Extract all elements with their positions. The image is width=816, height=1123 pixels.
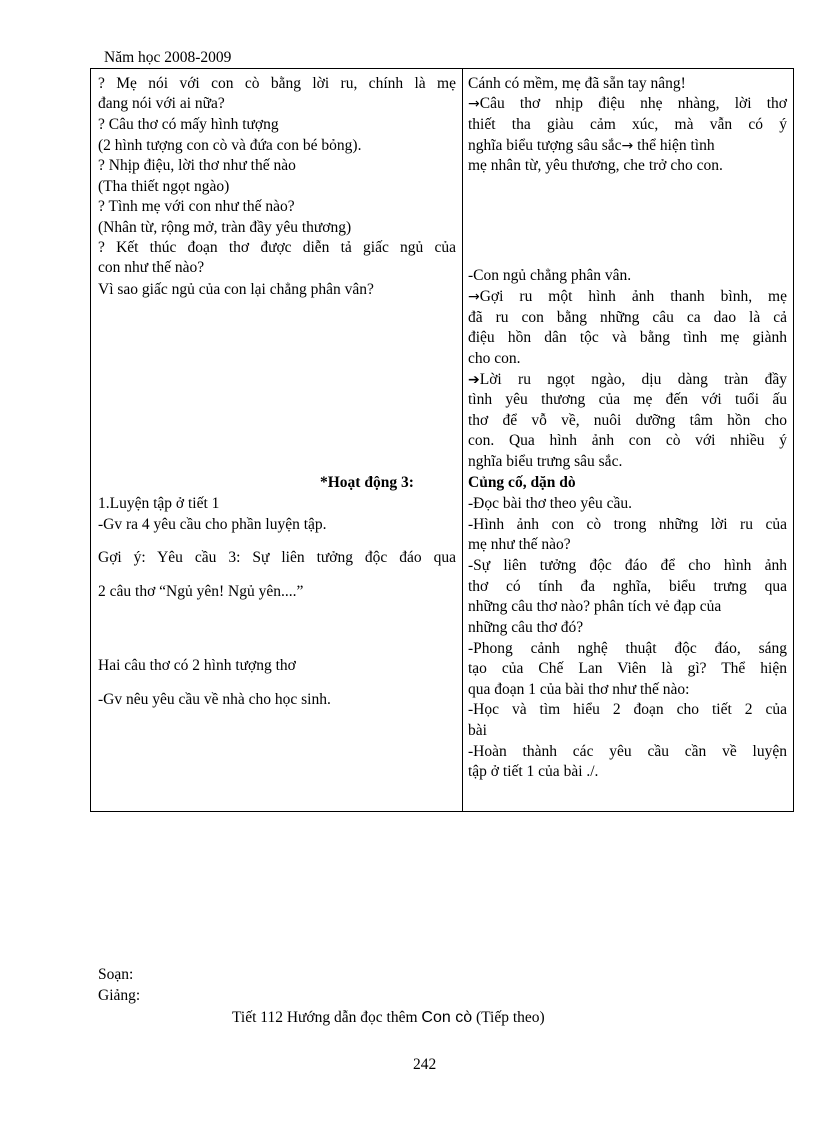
task-line: những câu thơ nào? phân tích vẻ đạp của <box>468 598 722 615</box>
analysis-text: Gợi ru một hình ảnh thanh bình, mẹ <box>479 288 787 305</box>
bold-arrow-icon: ➔ <box>468 372 480 388</box>
analysis-line: tình yêu thương của mẹ đến với tuổi ấu <box>468 391 787 408</box>
analysis-text: Lời ru ngọt ngào, dịu dàng tràn đầy <box>479 371 787 388</box>
analysis-text: Câu thơ nhịp điệu nhẹ nhàng, lời thơ <box>479 95 787 112</box>
analysis-line: nghĩa biểu trưng sâu sắc. <box>468 453 623 470</box>
task-line: -Hoàn thành các yêu cầu cần về luyện <box>468 743 787 760</box>
answer-line: (Nhân từ, rộng mở, tràn đầy yêu thương) <box>98 219 352 236</box>
task-line: bài <box>468 722 487 739</box>
task-line: -Hình ảnh con cò trong những lời ru của <box>468 516 787 533</box>
task-line: qua đoạn 1 của bài thơ như thế nào: <box>468 681 690 698</box>
prepared-date-label: Soạn: <box>98 966 134 983</box>
column-divider <box>462 69 463 811</box>
hint-line: 2 câu thơ “Ngủ yên! Ngủ yên....” <box>98 583 304 600</box>
arrow-icon: → <box>468 96 480 112</box>
hint-line: Gợi ý: Yêu cầu 3: Sự liên tưởng độc đáo qua <box>98 549 456 566</box>
practice-heading: 1.Luyện tập ở tiết 1 <box>98 495 220 512</box>
lesson-prefix: Tiết 112 Hướng dẫn đọc thêm <box>232 1009 418 1026</box>
task-line: -Phong cảnh nghệ thuật độc đáo, sáng <box>468 640 787 657</box>
activity-heading: *Hoạt động 3: <box>320 474 414 491</box>
analysis-line: -Con ngủ chẳng phân vân. <box>468 267 632 284</box>
page-number: 242 <box>413 1056 437 1073</box>
lesson-table <box>90 68 794 812</box>
analysis-line: điệu hồn dân tộc và bằng tình mẹ giành <box>468 329 787 346</box>
answer-line: (Tha thiết ngọt ngào) <box>98 178 230 195</box>
instruction-line: -Gv ra 4 yêu cầu cho phần luyện tập. <box>98 516 327 533</box>
question-line: đang nói với ai nữa? <box>98 95 225 112</box>
analysis-line: thơ để vỗ về, nuôi dưỡng tâm hồn cho <box>468 412 787 429</box>
analysis-line <box>468 94 787 114</box>
analysis-line: mẹ nhân từ, yêu thương, che trở cho con. <box>468 157 723 174</box>
task-line: -Học và tìm hiểu 2 đoạn cho tiết 2 của <box>468 701 787 718</box>
question-line: Vì sao giấc ngủ của con lại chẳng phân vân? <box>98 281 374 298</box>
task-line: -Sự liên tưởng độc đáo để cho hình ảnh <box>468 557 787 574</box>
question-line: ? Câu thơ có mấy hình tượng <box>98 116 279 133</box>
question-line: ? Kết thúc đoạn thơ được diễn tả giấc ngủ của <box>98 239 456 256</box>
lesson-suffix: (Tiếp theo) <box>475 1009 545 1026</box>
task-line: mẹ như thế nào? <box>468 536 571 553</box>
analysis-line: thiết tha giàu cảm xúc, mà vẫn có ý <box>468 116 787 133</box>
task-line: tập ở tiết 1 của bài ./. <box>468 763 599 780</box>
analysis-line <box>468 136 715 156</box>
arrow-icon: → <box>468 289 480 305</box>
poem-title: Con cò <box>421 1009 473 1026</box>
instruction-line: -Gv nêu yêu cầu về nhà cho học sinh. <box>98 691 331 708</box>
question-line: ? Tình mẹ với con như thế nào? <box>98 198 295 215</box>
consolidation-heading: Củng cố, dặn dò <box>468 474 576 491</box>
verse-line: Cánh có mềm, mẹ đã sẵn tay nâng! <box>468 75 686 92</box>
task-line: tạo của Chế Lan Viên là gì? Thể hiện <box>468 660 787 677</box>
question-line: ? Mẹ nói với con cò bằng lời ru, chính là mẹ <box>98 75 456 92</box>
task-line: thơ có tính đa nghĩa, biểu trưng qua <box>468 578 787 595</box>
teaching-date-label: Giảng: <box>98 987 141 1004</box>
task-line: -Đọc bài thơ theo yêu cầu. <box>468 495 632 512</box>
analysis-line: con. Qua hình ảnh con cò với nhiều ý <box>468 432 787 449</box>
analysis-line <box>468 370 787 390</box>
lesson-title <box>232 1009 545 1027</box>
analysis-line: đã ru con bằng những câu ca dao là cả <box>468 309 787 326</box>
answer-line: (2 hình tượng con cò và đứa con bé bỏng). <box>98 137 362 154</box>
analysis-text: thể hiện tình <box>633 137 715 154</box>
task-line: những câu thơ đó? <box>468 619 584 636</box>
analysis-line: cho con. <box>468 350 521 367</box>
note-line: Hai câu thơ có 2 hình tượng thơ <box>98 657 296 674</box>
question-line: ? Nhịp điệu, lời thơ như thế nào <box>98 157 296 174</box>
analysis-line <box>468 287 787 307</box>
analysis-text: nghĩa biểu tượng sâu sắc <box>468 137 622 154</box>
school-year-header: Năm học 2008-2009 <box>104 49 232 66</box>
arrow-icon: → <box>621 138 634 154</box>
question-line: con như thế nào? <box>98 259 205 276</box>
